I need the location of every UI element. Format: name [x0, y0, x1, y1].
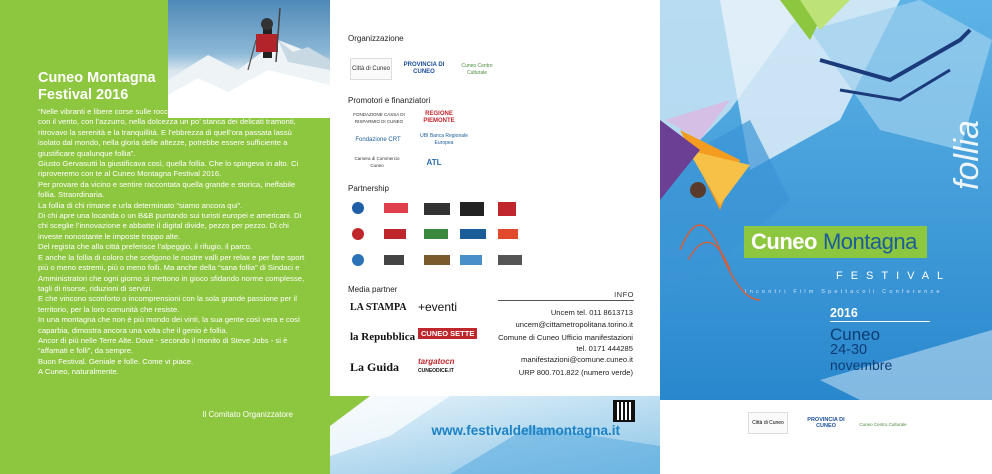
intro-title-line1: Cuneo Montagna — [38, 70, 156, 86]
logo-atl: ATL — [426, 157, 442, 167]
intro-title — [38, 70, 168, 104]
info-email[interactable]: manifestazioni@comune.cuneo.it — [521, 355, 633, 364]
info-line: URP 800.701.822 (numero verde) — [518, 368, 633, 377]
logo-provincia-cuneo: PROVINCIA DI CUNEO — [403, 62, 445, 75]
logo-la-repubblica: la Repubblica — [350, 331, 416, 343]
intro-paragraph: “Nelle vibranti e libere corse sulle rocce, nei lunghi e muti colloqui con il sole e con il vento, con l’azzurro, nella dolcezza un po’ stanca dei delicati tramonti, ritrovavo la serenità e la tranquillità. E l’ebbrezza di quell’ora passata lassù isolato dal mondo, nella gloria delle altezze, potrebbe essere sufficiente a giustificare qualunque follia”. — [38, 107, 304, 158]
festival-city: Cuneo — [830, 325, 881, 344]
intro-paragraph: La follia di chi rimane e urla determinato “siamo ancora qui”. — [38, 200, 243, 210]
intro-paragraph: A Cuneo, naturalmente. — [38, 367, 119, 377]
footer-logo-citta-cuneo: Città di Cuneo — [748, 412, 788, 434]
logo-targatocn: targatocn — [418, 357, 455, 366]
cover-footer — [660, 400, 992, 474]
festival-logo — [744, 226, 927, 258]
intro-paragraph: Ancor di più nelle Terre Alte. Dove - secondo il monito di Steve Jobs - si è “affamati e folli”, da sempre. — [38, 335, 288, 356]
festival-year: 2016 — [830, 306, 858, 320]
brand-cuneo: Cuneo — [751, 229, 817, 254]
intro-paragraph: Di chi apre una locanda o un B&B puntando sui turisti europei e americani. Di chi sceglie l’innovazione e abbatte il digital divide, pezzo per pezzo. Di chi investe nonostante le imposte troppo alte. — [38, 211, 302, 241]
logo-piu-eventi: +eventi — [418, 300, 458, 314]
logo-fondazione-crc: FONDAZIONE CASSA DI RISPARMIO DI CUNEO — [353, 112, 405, 124]
signature: Il Comitato Organizzatore — [202, 410, 293, 419]
qr-code[interactable] — [613, 400, 635, 422]
logo-regione-piemonte: REGIONE PIEMONTE — [423, 111, 455, 124]
cover-vertical-word: follia — [948, 120, 986, 190]
festival-tagline: Incontri Film Spettacoli Conferenze — [745, 289, 943, 295]
info-line: tel. 0171 444285 — [576, 344, 633, 353]
logo-ubi-banca: UBI Banca Regionale Europea — [420, 133, 468, 146]
intro-paragraph: Buon Festival. Geniale e folle. Come vi piace. — [38, 356, 194, 366]
info-header: INFO — [498, 290, 634, 301]
intro-paragraph: E che vincono sconforto o incomprensioni con la sola grande passione per il territorio, per la loro comunità che resiste. — [38, 294, 297, 314]
intro-text — [38, 107, 308, 378]
organizzazione-label: Organizzazione — [348, 34, 404, 43]
intro-title-line2: Festival 2016 — [38, 87, 129, 103]
info-line: Uncem tel. 011 8613713 — [550, 308, 633, 317]
festival-dates: 24-30 — [830, 342, 868, 358]
footer-logo-provincia: PROVINCIA DI CUNEO — [807, 417, 845, 429]
intro-paragraph: Del regista che alla città preferisce l’alpeggio, il rifugio, il parco. — [38, 242, 253, 252]
logo-cuneodice: CUNEODICE.IT — [418, 368, 454, 374]
logo-centro-culturale: Cuneo Centro Culturale — [461, 63, 493, 76]
intro-paragraph: Per provare da vicino e sentire raccontata quella grande e storica, ineffabile follia. Straordinaria. — [38, 179, 296, 200]
intro-paragraph: Giusto Gervasutti la giustificava così, quella follia. Che lo spingeva in alto. Ci riproveremo con te al Cuneo Montagna Festival 2016. — [38, 159, 299, 179]
partnership-label: Partnership — [348, 184, 389, 193]
logo-camera-commercio: Camera di Commercio Cuneo — [354, 156, 400, 168]
year-divider — [830, 321, 930, 322]
intro-paragraph: E anche la follia di coloro che scelgono le nostre valli per relax e per fare sport più o meno estremi, più o meno folli. Ma anche della “sana follia” di Sindaci e Amministratori che ogni giorno si mettono in gioco sfidando norme complesse, tagli di risorse, riduzioni di servizi. — [38, 252, 305, 293]
footer-logo-centro-culturale: Cuneo Centro Culturale — [859, 421, 907, 427]
cover-panel — [660, 0, 992, 474]
climber-photo — [168, 0, 330, 118]
brand-montagna: Montagna — [822, 229, 917, 254]
info-email[interactable]: uncem@cittametropolitana.torino.it — [515, 320, 633, 329]
logo-fondazione-crt: Fondazione CRT — [355, 136, 401, 143]
intro-panel — [0, 0, 330, 474]
sponsors-panel — [330, 0, 660, 474]
logo-la-stampa: LA STAMPA — [350, 302, 407, 313]
promotori-label: Promotori e finanziatori — [348, 96, 431, 105]
media-partner-label: Media partner — [348, 285, 398, 294]
website-link[interactable]: www.festivaldellamontagna.it — [431, 423, 620, 438]
intro-paragraph: In una montagna che non è più mondo dei vinti, la sua gente così vera e così caparbia, dimostra ancora una volta che il genio è follia. — [38, 315, 300, 335]
partnership-logos — [348, 198, 528, 272]
logo-citta-cuneo: Città di Cuneo — [350, 58, 392, 80]
logo-cuneo-sette: CUNEO SETTE — [418, 328, 477, 339]
festival-month: novembre — [830, 357, 893, 373]
logo-la-guida: La Guida — [350, 360, 400, 374]
info-line: Comune di Cuneo Ufficio manifestazioni — [498, 333, 633, 342]
festival-wordmark: FESTIVAL — [836, 270, 952, 282]
